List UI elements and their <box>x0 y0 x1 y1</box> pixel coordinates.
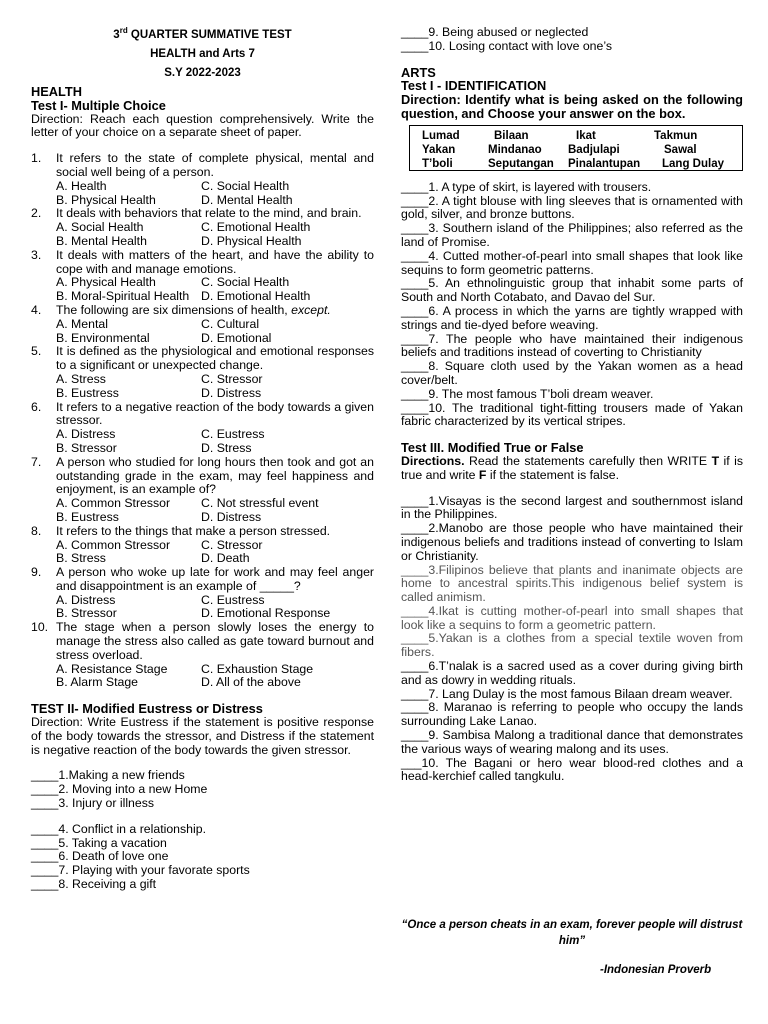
choice-option: C. Cultural <box>201 316 260 331</box>
choice-option: D. Distress <box>201 385 262 400</box>
proverb-author: -Indonesian Proverb <box>600 964 712 976</box>
choice-row <box>31 497 374 511</box>
box-word: T’boli <box>422 157 453 170</box>
true-false-item: ____7. Lang Dulay is the most famous Bilaan dream weaver. <box>401 686 733 701</box>
box-word: Mindanao <box>488 143 542 156</box>
proverb-quote: “Once a person cheats in an exam, forever people will distrust him” <box>401 919 743 947</box>
health-test1-title: Test I- Multiple Choice <box>31 97 166 113</box>
choice-option: B. Environmental <box>56 330 150 345</box>
arts-test1-direction: Direction: Identify what is being asked on the following question, and Choose your answer on the box. <box>401 92 743 121</box>
question-number: 5. <box>31 344 42 359</box>
choice-option: A. Physical Health <box>56 275 156 290</box>
question-text: It refers to the things that make a person stressed. <box>56 523 331 538</box>
box-word: Takmun <box>654 129 698 142</box>
identification-item: ____6. A process in which the yarns are tightly wrapped with strings and tie-dyed before weaving. <box>401 303 743 332</box>
choice-row <box>31 373 374 387</box>
right-column <box>401 26 743 784</box>
question-text: It refers to a negative reaction of the body towards a given stressor. <box>56 399 374 428</box>
choice-option: A. Distress <box>56 592 116 607</box>
question-text: A person who woke up late for work and may feel anger and disappointment is an example of _____? <box>56 565 374 593</box>
choice-option: D. Emotional Health <box>201 289 311 304</box>
question-text: It deals with behaviors that relate to the mind, and brain. <box>56 206 362 221</box>
identification-item: ____5. An ethnolinguistic group that inhabit some parts of South and North Cotabato, and Davao del Sur. <box>401 276 743 305</box>
choice-row <box>31 607 374 621</box>
health-section-label: HEALTH <box>31 84 82 99</box>
choice-option: C. Not stressful event <box>201 496 319 511</box>
true-false-item: ____5.Yakan is a clothes from a special textile woven from fibers. <box>401 631 743 660</box>
choice-row <box>31 276 374 290</box>
question-item <box>31 566 374 594</box>
question-item <box>31 525 374 539</box>
multiple-choice-questions <box>31 152 374 690</box>
choice-row <box>31 235 374 249</box>
question-number: 3. <box>31 247 42 262</box>
choice-row <box>31 539 374 553</box>
choice-row <box>31 676 374 690</box>
question-text: It is defined as the physiological and emotional responses to a significant or unexpected change. <box>56 344 374 373</box>
choice-option: B. Eustress <box>56 385 119 400</box>
test2-items-group-b <box>31 823 374 892</box>
choice-row <box>31 663 374 677</box>
identification-items <box>401 181 743 429</box>
choice-row <box>31 552 374 566</box>
choice-option: D. Death <box>201 551 250 566</box>
choice-option: A. Resistance Stage <box>56 661 168 676</box>
box-word: Lumad <box>422 129 460 142</box>
test-header <box>31 26 374 83</box>
question-text-emphasis: except. <box>291 302 331 317</box>
true-false-item: ____1.Visayas is the second largest and southernmost island in the Philippines. <box>401 493 743 522</box>
box-word: Sawal <box>664 143 697 156</box>
test2-item: ____1.Making a new friends <box>31 768 185 783</box>
question-text: The stage when a person slowly loses the energy to manage the stress also called as gate toward burnout and stress overload. <box>56 620 374 662</box>
identification-item: ____1. A type of skirt, is layered with trousers. <box>401 179 652 194</box>
identification-item: ____7. The people who have maintained their indigenous beliefs and traditions instead of coverting to Christianity <box>401 331 743 360</box>
choice-row <box>31 180 374 194</box>
question-item <box>31 345 374 373</box>
question-text: It deals with matters of the heart, and have the ability to cope with and manage emotions. <box>56 247 374 276</box>
identification-item: ____9. The most famous T’boli dream weaver. <box>401 386 654 401</box>
choice-option: A. Mental <box>56 316 108 331</box>
choice-option: C. Stressor <box>201 371 263 386</box>
arts-test3-title: Test III. Modified True or False <box>401 440 584 456</box>
arts-test1-title: Test I - IDENTIFICATION <box>401 78 547 94</box>
arts-test3-direction: Directions. Read the statements carefully then WRITE T if is true and write F if the statement is false. <box>401 453 743 482</box>
true-false-items <box>401 495 743 785</box>
choice-option: D. All of the above <box>201 675 301 690</box>
question-item <box>31 152 374 180</box>
true-false-item: ____4.Ikat is cutting mother-of-pearl into small shapes that look like a sequins to form a geometric pattern. <box>401 603 743 632</box>
question-item <box>31 207 374 221</box>
choice-row <box>31 194 374 208</box>
choice-row <box>31 511 374 525</box>
identification-item: ____4. Cutted mother-of-pearl into small shapes that look like sequins to form geometric patterns. <box>401 248 743 277</box>
question-text: It refers to the state of complete physical, mental and social well being of a person. <box>56 151 374 179</box>
box-word: Seputangan <box>488 157 554 170</box>
question-item <box>31 249 374 277</box>
test2-item: ____4. Conflict in a relationship. <box>31 821 206 836</box>
choice-row <box>31 290 374 304</box>
test2-item: ____7. Playing with your favorate sports <box>31 863 250 878</box>
test2-item: ____5. Taking a vacation <box>31 835 167 850</box>
school-year: S.Y 2022-2023 <box>164 67 241 79</box>
test2-item: ____3. Injury or illness <box>31 796 155 811</box>
question-number: 7. <box>31 454 42 469</box>
choice-option: B. Stressor <box>56 606 117 621</box>
identification-item: ____2. A tight blouse with ling sleeves that is ornamented with gold, silver, and bronze buttons. <box>401 193 743 222</box>
choice-option: A. Social Health <box>56 220 144 235</box>
choice-option: B. Stressor <box>56 440 117 455</box>
choice-row <box>31 428 374 442</box>
choice-row <box>31 332 374 346</box>
true-false-item: ____6.T’nalak is a sacred used as a cover during giving birth and as dowry in wedding rituals. <box>401 659 743 687</box>
box-word: Ikat <box>576 129 596 142</box>
choice-option: D. Emotional <box>201 330 272 345</box>
identification-item: ____3. Southern island of the Philippines; also referred as the land of Promise. <box>401 221 743 249</box>
question-item <box>31 304 374 318</box>
choice-row <box>31 221 374 235</box>
choice-option: C. Emotional Health <box>201 220 311 235</box>
answer-choices-box <box>409 125 743 171</box>
test2-item: ____8. Receiving a gift <box>31 877 157 892</box>
choice-option: D. Physical Health <box>201 233 302 248</box>
choice-option: A. Distress <box>56 427 116 442</box>
test2-item: ____2. Moving into a new Home <box>31 782 208 797</box>
true-false-item: ____2.Manobo are those people who have maintained their indigenous beliefs and traditions instead of converting to Islam or Christianity. <box>401 521 743 563</box>
question-number: 1. <box>31 151 42 166</box>
true-false-item: ____9. Sambisa Malong a traditional dance that demonstrates the various ways of wearing malong and its uses. <box>401 728 743 756</box>
true-false-item: ____3.Filipinos believe that plants and inanimate objects are home to ancestral spirits.This indigenous belief system is called animism. <box>401 562 743 605</box>
box-word: Lang Dulay <box>662 157 724 170</box>
choice-option: B. Mental Health <box>56 233 147 248</box>
question-number: 10. <box>31 620 49 635</box>
choice-option: A. Common Stressor <box>56 537 171 552</box>
question-number: 9. <box>31 565 42 580</box>
question-number: 8. <box>31 523 42 538</box>
choice-option: C. Stressor <box>201 537 263 552</box>
health-test2-title: TEST II- Modified Eustress or Distress <box>31 701 263 717</box>
test2-items-group-c <box>401 26 743 54</box>
choice-option: C. Exhaustion Stage <box>201 661 314 676</box>
test-title: 3rd QUARTER SUMMATIVE TEST <box>113 26 292 41</box>
question-item <box>31 401 374 429</box>
choice-option: B. Moral-Spiritual Health <box>56 289 190 304</box>
test-subject: HEALTH and Arts 7 <box>150 48 255 60</box>
choice-option: C. Social Health <box>201 275 290 290</box>
choice-row <box>31 318 374 332</box>
choice-row <box>31 594 374 608</box>
choice-option: B. Alarm Stage <box>56 675 139 690</box>
choice-option: C. Eustress <box>201 592 265 607</box>
choice-option: D. Distress <box>201 509 262 524</box>
choice-row <box>31 387 374 401</box>
question-item <box>31 621 374 662</box>
choice-option: C. Social Health <box>201 178 290 193</box>
choice-option: A. Stress <box>56 371 106 386</box>
box-word: Yakan <box>422 143 456 156</box>
box-word: Pinalantupan <box>568 157 641 170</box>
left-column <box>31 26 374 892</box>
box-word: Bilaan <box>494 129 529 142</box>
question-text: The following are six dimensions of health, <box>56 302 288 317</box>
question-number: 4. <box>31 302 42 317</box>
question-text: A person who studied for long hours then took and got an outstanding grade in the exam, may feel happiness and enjoyment, is an example of? <box>56 454 374 497</box>
test2-item: ____6. Death of love one <box>31 849 169 864</box>
choice-row <box>31 442 374 456</box>
true-false-item: ___10. The Bagani or hero wear blood-red clothes and a head-kerchief called tangkulu. <box>401 755 743 784</box>
choice-option: A. Common Stressor <box>56 496 171 511</box>
test2-item: ____9. Being abused or neglected <box>401 25 589 39</box>
choice-option: A. Health <box>56 178 107 193</box>
test2-items-group-a <box>31 769 374 810</box>
true-false-item: ____8. Maranao is referring to people who occupy the lands surrounding Lake Lanao. <box>401 700 743 729</box>
choice-option: B. Eustress <box>56 509 119 524</box>
health-test2-direction: Direction: Write Eustress if the statement is positive response of the body towards the stressor, and Distress if the statement is negative reaction of the body towards the given stressor. <box>31 715 374 757</box>
question-number: 2. <box>31 206 42 221</box>
health-test1-direction: Direction: Reach each question comprehensively. Write the letter of your choice on a separate sheet of paper. <box>31 111 374 140</box>
choice-option: C. Eustress <box>201 427 265 442</box>
box-word: Badjulapi <box>568 143 620 156</box>
choice-option: B. Physical Health <box>56 192 156 207</box>
arts-section-label: ARTS <box>401 64 436 80</box>
question-item <box>31 456 374 497</box>
choice-option: D. Mental Health <box>201 192 293 207</box>
choice-option: D. Stress <box>201 440 252 455</box>
test2-item: ____10. Losing contact with love one’s <box>401 38 613 53</box>
choice-option: B. Stress <box>56 551 106 566</box>
choice-option: D. Emotional Response <box>201 606 331 621</box>
question-number: 6. <box>31 399 42 414</box>
identification-item: ____10. The traditional tight-fitting trousers made of Yakan fabric characterized by its vertical stripes. <box>401 400 743 429</box>
identification-item: ____8. Square cloth used by the Yakan women as a head cover/belt. <box>401 359 743 387</box>
